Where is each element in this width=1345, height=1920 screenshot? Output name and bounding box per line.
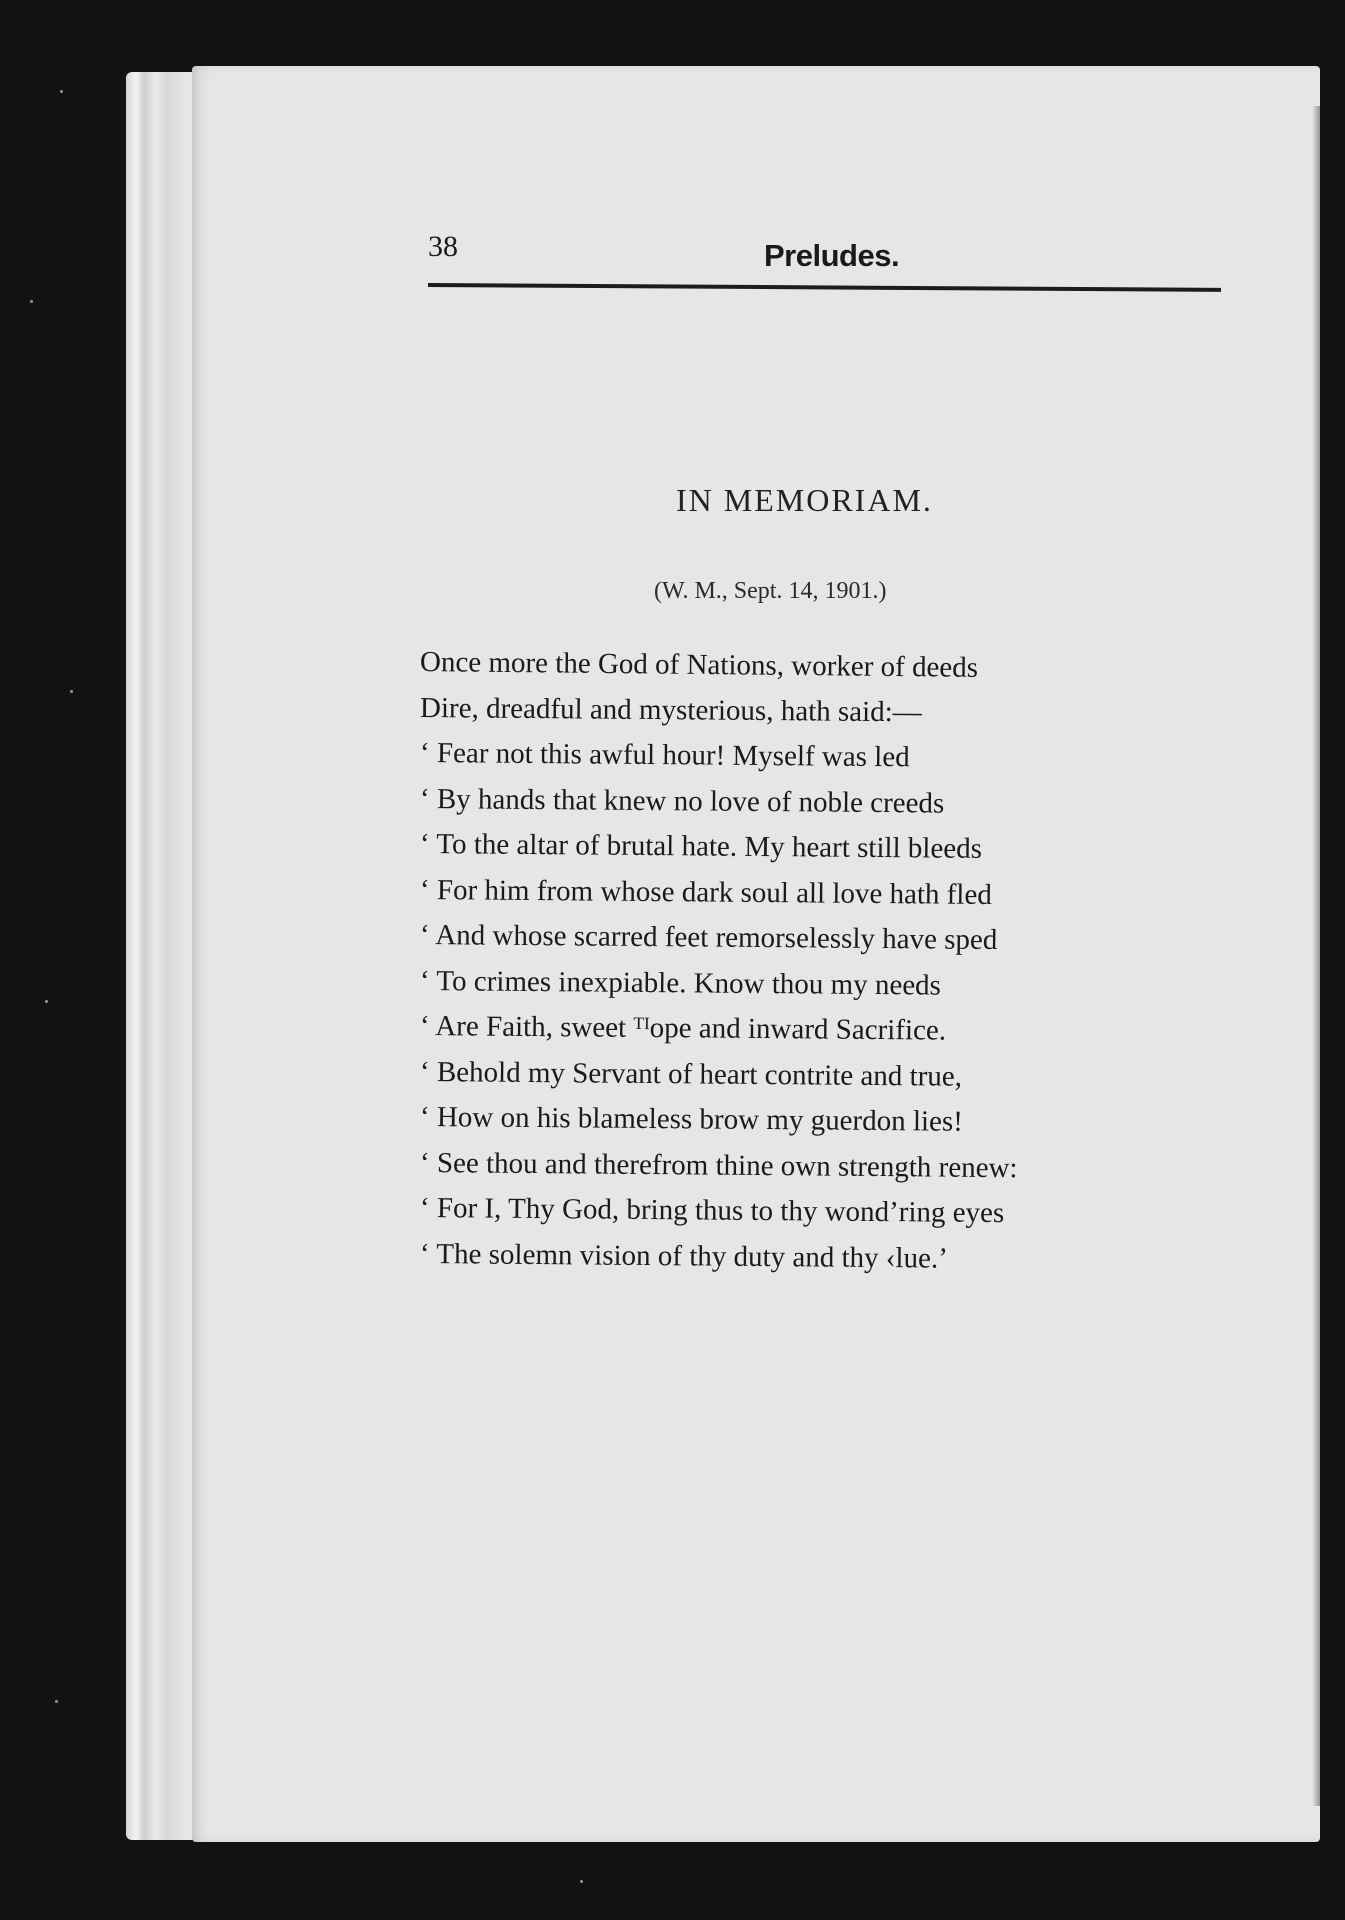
running-head <box>428 230 1221 290</box>
poem-subtitle: (W. M., Sept. 14, 1901.) <box>654 578 887 604</box>
poem-line: ‘ To the altar of brutal hate. My heart still bleeds <box>419 828 983 865</box>
poem-body <box>420 640 1220 1277</box>
poem-line: ‘ See thou and therefrom thine own strength renew: <box>419 1146 1018 1184</box>
poem-line: ‘ And whose scarred feet remorselessly have sped <box>419 919 998 957</box>
poem-line: ‘ By hands that knew no love of noble creeds <box>419 782 945 820</box>
running-title: Preludes. <box>764 238 900 273</box>
poem-line: ‘ For him from whose dark soul all love hath fled <box>419 873 992 911</box>
page-gutter-shadow <box>1312 106 1320 1806</box>
poem-line: ‘ Behold my Servant of heart contrite and true, <box>419 1055 963 1093</box>
poem-title: IN MEMORIAM. <box>676 482 933 518</box>
poem-line: ‘ The solemn vision of thy duty and thy ‹lue.’ <box>419 1237 948 1275</box>
poem-line: Once more the God of Nations, worker of deeds <box>419 646 979 684</box>
poem-line: ‘ How on his blameless brow my guerdon lies! <box>419 1101 963 1138</box>
poem-line: ‘ To crimes inexpiable. Know thou my needs <box>419 964 942 1002</box>
poem-line: ‘ Fear not this awful hour! Myself was led <box>419 737 910 774</box>
page-number: 38 <box>428 230 458 263</box>
poem-line: ‘ Are Faith, sweet ᵀᴵope and inward Sacrifice. <box>419 1010 947 1047</box>
dust-speck <box>60 90 63 93</box>
dust-speck <box>70 690 73 693</box>
dust-speck <box>45 1000 48 1003</box>
poem-line: Dire, dreadful and mysterious, hath said:— <box>419 691 922 728</box>
dust-speck <box>55 1700 58 1703</box>
dust-speck <box>580 1880 583 1883</box>
dust-speck <box>30 300 33 303</box>
poem-line: ‘ For I, Thy God, bring thus to thy wond’ring eyes <box>419 1192 1005 1230</box>
